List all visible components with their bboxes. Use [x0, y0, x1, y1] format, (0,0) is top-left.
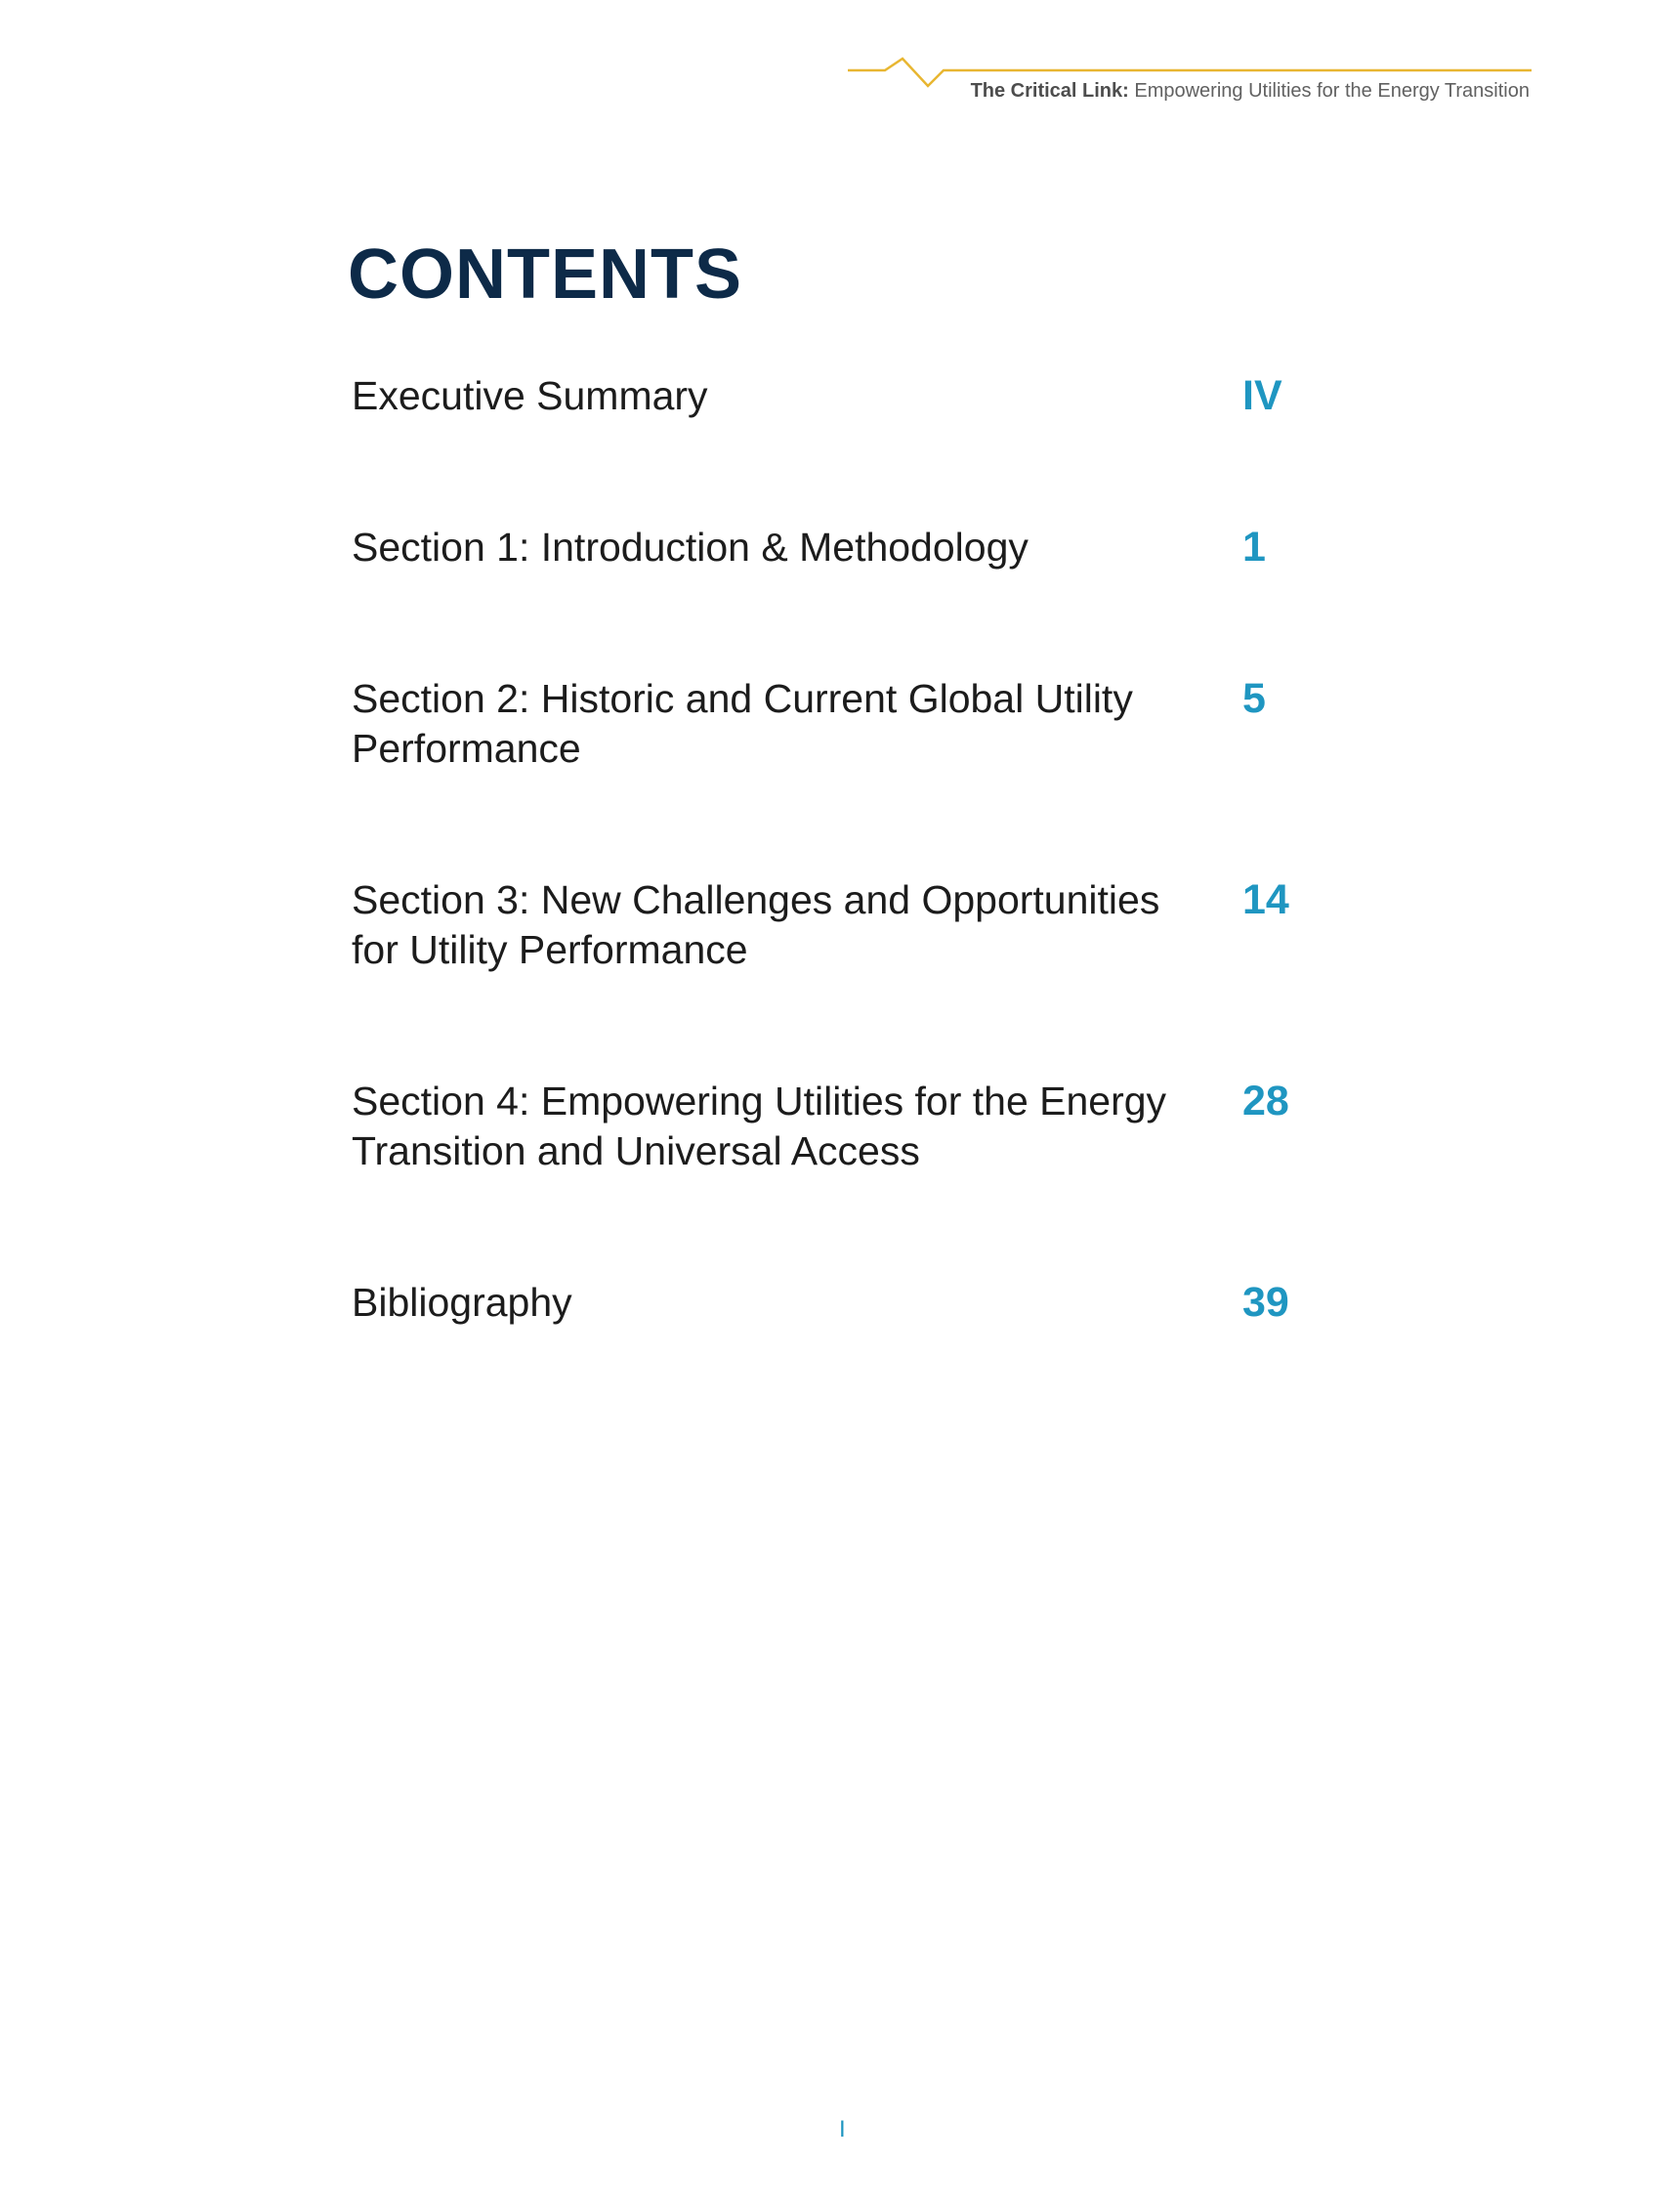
toc-entry-page: IV: [1242, 372, 1282, 419]
toc-entry-page: 14: [1242, 876, 1289, 923]
toc-entry-label: Section 3: New Challenges and Opportunities for Utility Performance: [352, 877, 1160, 972]
running-header: [971, 80, 1530, 103]
toc-entry-page: 5: [1242, 675, 1266, 722]
toc-entry-label: Executive Summary: [352, 373, 708, 418]
toc-entry-label: Bibliography: [352, 1280, 572, 1325]
page-number: I: [839, 2116, 846, 2142]
contents-heading: CONTENTS: [348, 235, 742, 314]
running-header-title-rest: Empowering Utilities for the Energy Transition: [1128, 80, 1530, 102]
running-header-title-bold: The Critical Link:: [970, 80, 1129, 102]
toc-entry-label: Section 4: Empowering Utilities for the Energy Transition and Universal Access: [352, 1079, 1167, 1173]
toc-entry-page: 39: [1242, 1279, 1289, 1326]
toc-entry-page: 28: [1242, 1078, 1289, 1124]
toc-entry-page: 1: [1242, 524, 1266, 571]
toc-entry-label: Section 1: Introduction & Methodology: [352, 525, 1029, 570]
toc-entry-label: Section 2: Historic and Current Global Utility Performance: [352, 676, 1133, 771]
